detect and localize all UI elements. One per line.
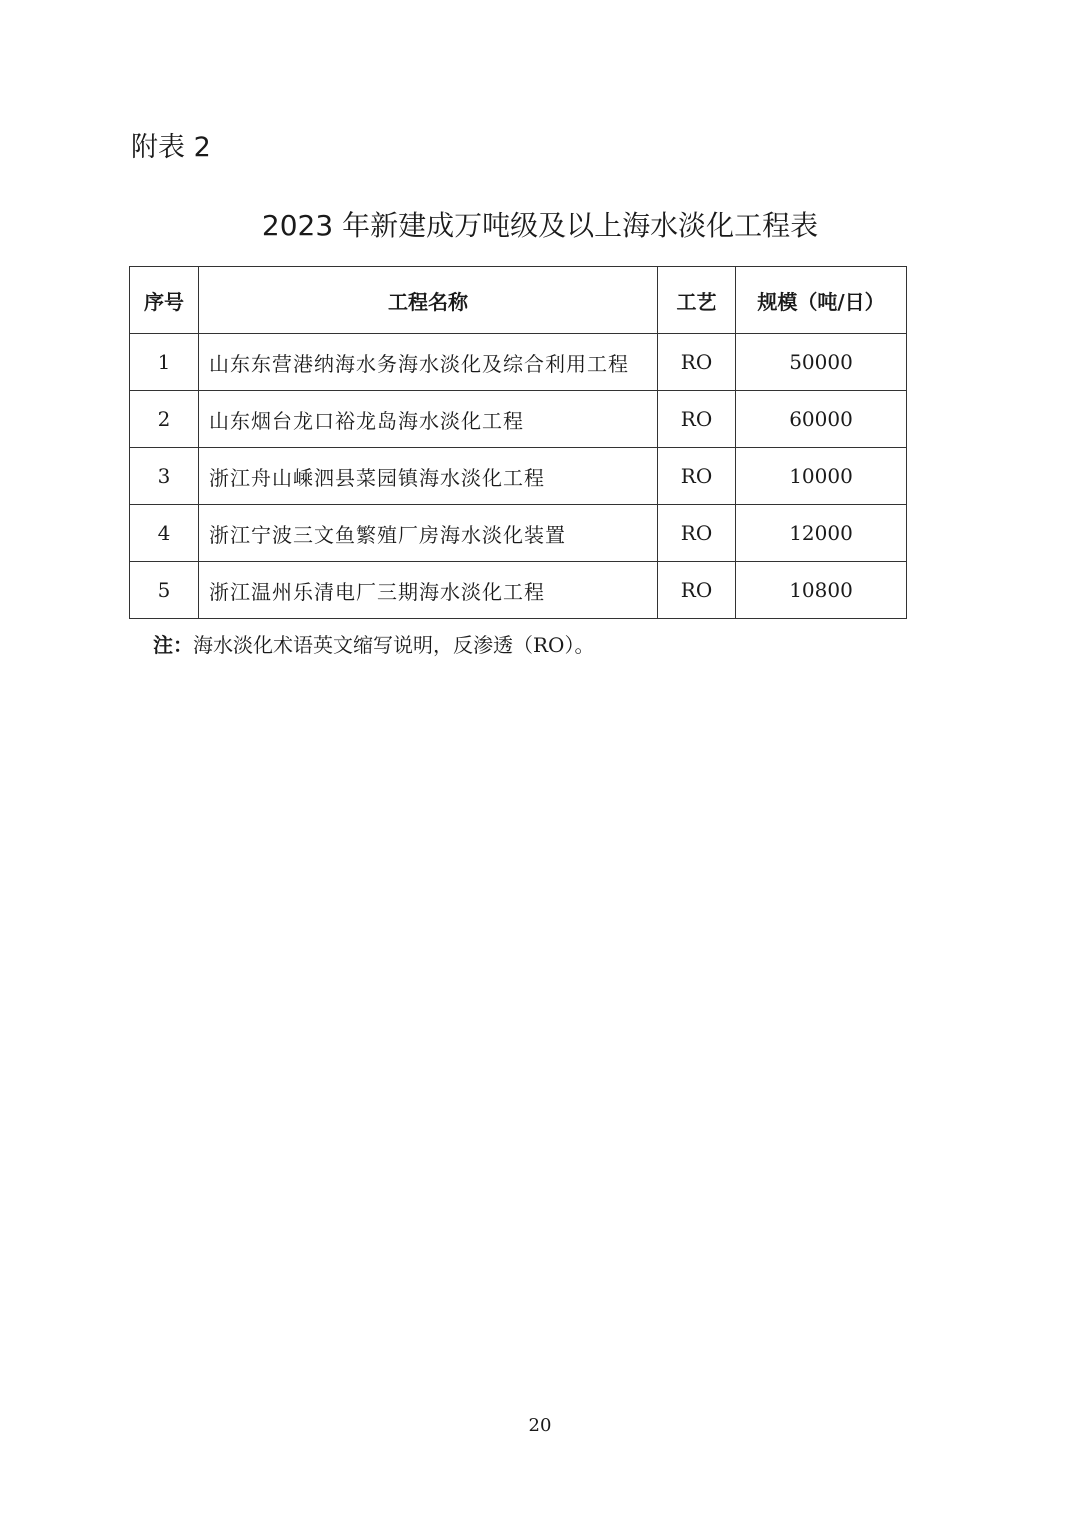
header-scale: 规模（吨/日） <box>736 267 907 334</box>
row-process: RO <box>658 448 736 505</box>
footnote-text: 海水淡化术语英文缩写说明，反渗透（RO）。 <box>193 633 595 657</box>
header-index: 序号 <box>130 267 199 334</box>
row-index: 4 <box>130 505 199 562</box>
footnote-label: 注： <box>153 633 193 657</box>
row-process: RO <box>658 334 736 391</box>
row-project-name: 山东东营港纳海水务海水淡化及综合利用工程 <box>199 334 658 391</box>
table-header-row <box>130 267 907 334</box>
row-scale: 10000 <box>736 448 907 505</box>
row-process: RO <box>658 391 736 448</box>
header-process: 工艺 <box>658 267 736 334</box>
table-row <box>130 562 907 619</box>
table-row <box>130 391 907 448</box>
row-index: 5 <box>130 562 199 619</box>
page-title: 2023 年新建成万吨级及以上海水淡化工程表 <box>261 209 819 242</box>
row-scale: 12000 <box>736 505 907 562</box>
row-project-name: 浙江舟山嵊泗县菜园镇海水淡化工程 <box>199 448 658 505</box>
row-process: RO <box>658 505 736 562</box>
row-project-name: 山东烟台龙口裕龙岛海水淡化工程 <box>199 391 658 448</box>
header-name: 工程名称 <box>199 267 658 334</box>
row-scale: 10800 <box>736 562 907 619</box>
table-row <box>130 334 907 391</box>
table-footnote <box>153 630 594 660</box>
row-index: 1 <box>130 334 199 391</box>
row-process: RO <box>658 562 736 619</box>
table-row <box>130 505 907 562</box>
row-project-name: 浙江宁波三文鱼繁殖厂房海水淡化装置 <box>199 505 658 562</box>
row-project-name: 浙江温州乐清电厂三期海水淡化工程 <box>199 562 658 619</box>
table-row <box>130 448 907 505</box>
row-index: 2 <box>130 391 199 448</box>
page-number: 20 <box>528 1415 552 1436</box>
row-scale: 60000 <box>736 391 907 448</box>
row-index: 3 <box>130 448 199 505</box>
row-scale: 50000 <box>736 334 907 391</box>
appendix-label: 附表 2 <box>131 132 211 163</box>
projects-table <box>129 266 907 619</box>
